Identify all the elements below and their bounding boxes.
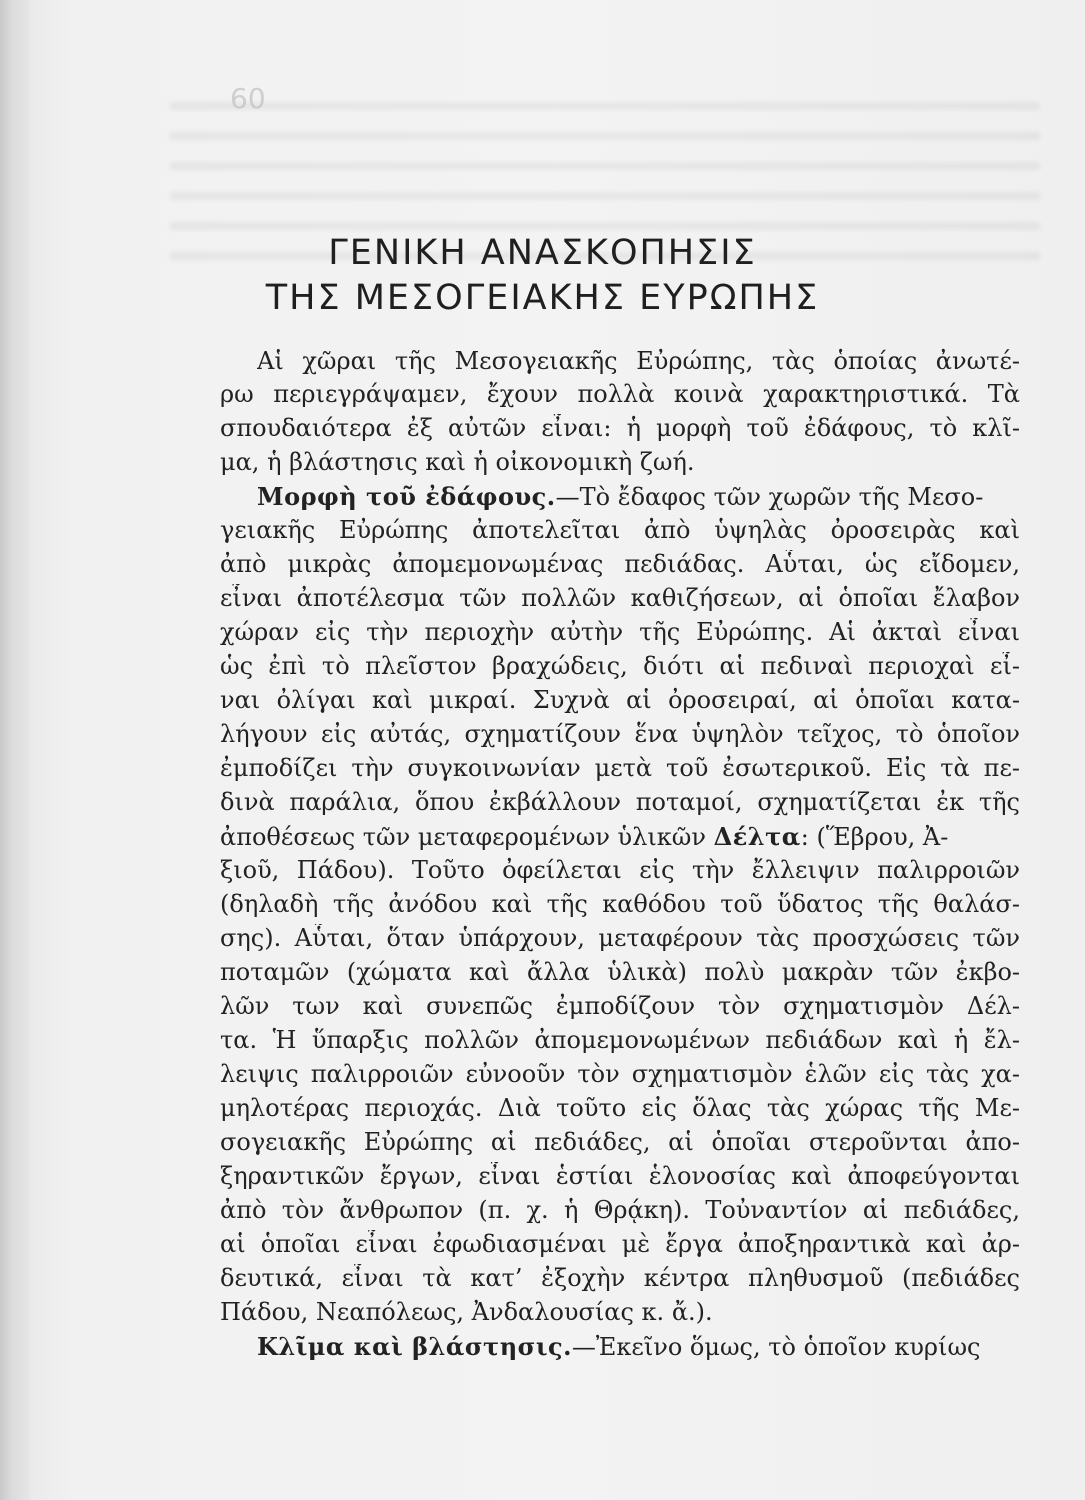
text-line: μα, ἡ βλάστησις καὶ ἡ οἰκονομικὴ ζωή. [220, 448, 695, 476]
text-line: ἀπὸ τὸν ἄνθρωπον (π. χ. ἡ Θρᾴκη). Τοὐναντίον αἱ πεδιάδες, [220, 1196, 1020, 1224]
chapter-title-line-2: ΤΗΣ ΜΕΣΟΓΕΙΑΚΗΣ ΕΥΡΩΠΗΣ [265, 278, 820, 318]
text-run: —Τὸ ἔδαφος τῶν χωρῶν τῆς Μεσο- [555, 483, 984, 511]
text-run: (Ἕβρου, Ἀ- [816, 823, 949, 851]
text-run: —Ἐκεῖνο ὅμως, τὸ ὁποῖον κυρίως [571, 1333, 981, 1361]
text-line: Πάδου, Νεαπόλεως, Ἀνδαλουσίας κ. ἄ.). [220, 1298, 713, 1326]
text-line: σογειακῆς Εὐρώπης αἱ πεδιάδες, αἱ ὁποῖαι στεροῦνται ἀπο- [220, 1128, 1020, 1156]
term-delta: Δέλτα [713, 822, 801, 851]
text-line: λῶν των καὶ συνεπῶς ἐμποδίζουν τὸν σχηματισμὸν Δέλ- [220, 992, 1020, 1020]
section-heading: Μορφὴ τοῦ ἐδάφους. [257, 482, 556, 511]
text-line: ναι ὀλίγαι καὶ μικραί. Συχνὰ αἱ ὀροσειραί, αἱ ὁποῖαι κατα- [220, 686, 1020, 714]
text-line: ἀπὸ μικρὰς ἀπομεμονωμένας πεδιάδας. Αὗται, ὡς εἴδομεν, [220, 550, 1020, 578]
text-line: ξιοῦ, Πάδου). Τοῦτο ὀφείλεται εἰς τὴν ἔλλειψιν παλιρροιῶν [220, 856, 1020, 884]
text-line: ἀποθέσεως τῶν μεταφερομένων ὑλικῶν Δέλτα: (Ἕβρου, Ἀ- [220, 822, 949, 851]
text-line: ρω περιεγράψαμεν, ἔχουν πολλὰ κοινὰ χαρακτηριστικά. Τὰ [220, 380, 1020, 408]
text-line: (δηλαδὴ τῆς ἀνόδου καὶ τῆς καθόδου τοῦ ὕδατος τῆς θαλάσ- [220, 890, 1020, 918]
text-line: λήγουν εἰς αὐτάς, σχηματίζουν ἕνα ὑψηλὸν τεῖχος, τὸ ὁποῖον [220, 720, 1020, 748]
text-line: δινὰ παράλια, ὅπου ἐκβάλλουν ποταμοί, σχηματίζεται ἐκ τῆς [220, 788, 1020, 816]
text-line [257, 1332, 1020, 1361]
text-line: αἱ ὁποῖαι εἶναι ἐφωδιασμέναι μὲ ἔργα ἀποξηραντικὰ καὶ ἀρ- [220, 1230, 1020, 1258]
text-line: σπουδαιότερα ἐξ αὐτῶν εἶναι: ἡ μορφὴ τοῦ ἐδάφους, τὸ κλῖ- [220, 414, 1020, 442]
chapter-title-line-1: ΓΕΝΙΚΗ ΑΝΑΣΚΟΠΗΣΙΣ [328, 233, 757, 273]
text-line: εἶναι ἀποτέλεσμα τῶν πολλῶν καθιζήσεων, αἱ ὁποῖαι ἔλαβον [220, 584, 1020, 612]
text-line: ἐμποδίζει τὴν συγκοινωνίαν μετὰ τοῦ ἐσωτερικοῦ. Εἰς τὰ πε- [220, 754, 1020, 782]
text-line: ποταμῶν (χώματα καὶ ἄλλα ὑλικὰ) πολὺ μακρὰν τῶν ἐκβο- [220, 958, 1020, 986]
text-line: τα. Ἡ ὕπαρξις πολλῶν ἀπομεμονωμένων πεδιάδων καὶ ἡ ἔλ- [220, 1026, 1020, 1054]
section-heading: Κλῖμα καὶ βλάστησις. [257, 1332, 572, 1361]
text-line: μηλοτέρας περιοχάς. Διὰ τοῦτο εἰς ὅλας τὰς χώρας τῆς Με- [220, 1094, 1020, 1122]
text-line: ὡς ἐπὶ τὸ πλεῖστον βραχώδεις, διότι αἱ πεδιναὶ περιοχαὶ εἶ- [220, 652, 1020, 680]
text-line: ξηραντικῶν ἔργων, εἶναι ἑστίαι ἑλονοσίας καὶ ἀποφεύγονται [220, 1162, 1020, 1190]
page-number: 60 [230, 82, 266, 115]
text-line: σης). Αὗται, ὅταν ὑπάρχουν, μεταφέρουν τὰς προσχώσεις τῶν [220, 924, 1020, 952]
text-line [257, 482, 1020, 511]
text-line: δευτικά, εἶναι τὰ κατ’ ἐξοχὴν κέντρα πληθυσμοῦ (πεδιάδες [220, 1264, 1020, 1292]
text-line: λειψις παλιρροιῶν εὐνοοῦν τὸν σχηματισμὸν ἑλῶν εἰς τὰς χα- [220, 1060, 1020, 1088]
page-edge [0, 0, 30, 1500]
text-line: γειακῆς Εὐρώπης ἀποτελεῖται ἀπὸ ὑψηλὰς ὀροσειρὰς καὶ [220, 516, 1020, 544]
text-line: χώραν εἰς τὴν περιοχὴν αὐτὴν τῆς Εὐρώπης. Αἱ ἀκταὶ εἶναι [220, 618, 1020, 646]
text-line: Αἱ χῶραι τῆς Μεσογειακῆς Εὐρώπης, τὰς ὁποίας ἀνωτέ- [257, 347, 1020, 375]
text-run: ἀποθέσεως τῶν μεταφερομένων ὑλικῶν [220, 823, 706, 851]
